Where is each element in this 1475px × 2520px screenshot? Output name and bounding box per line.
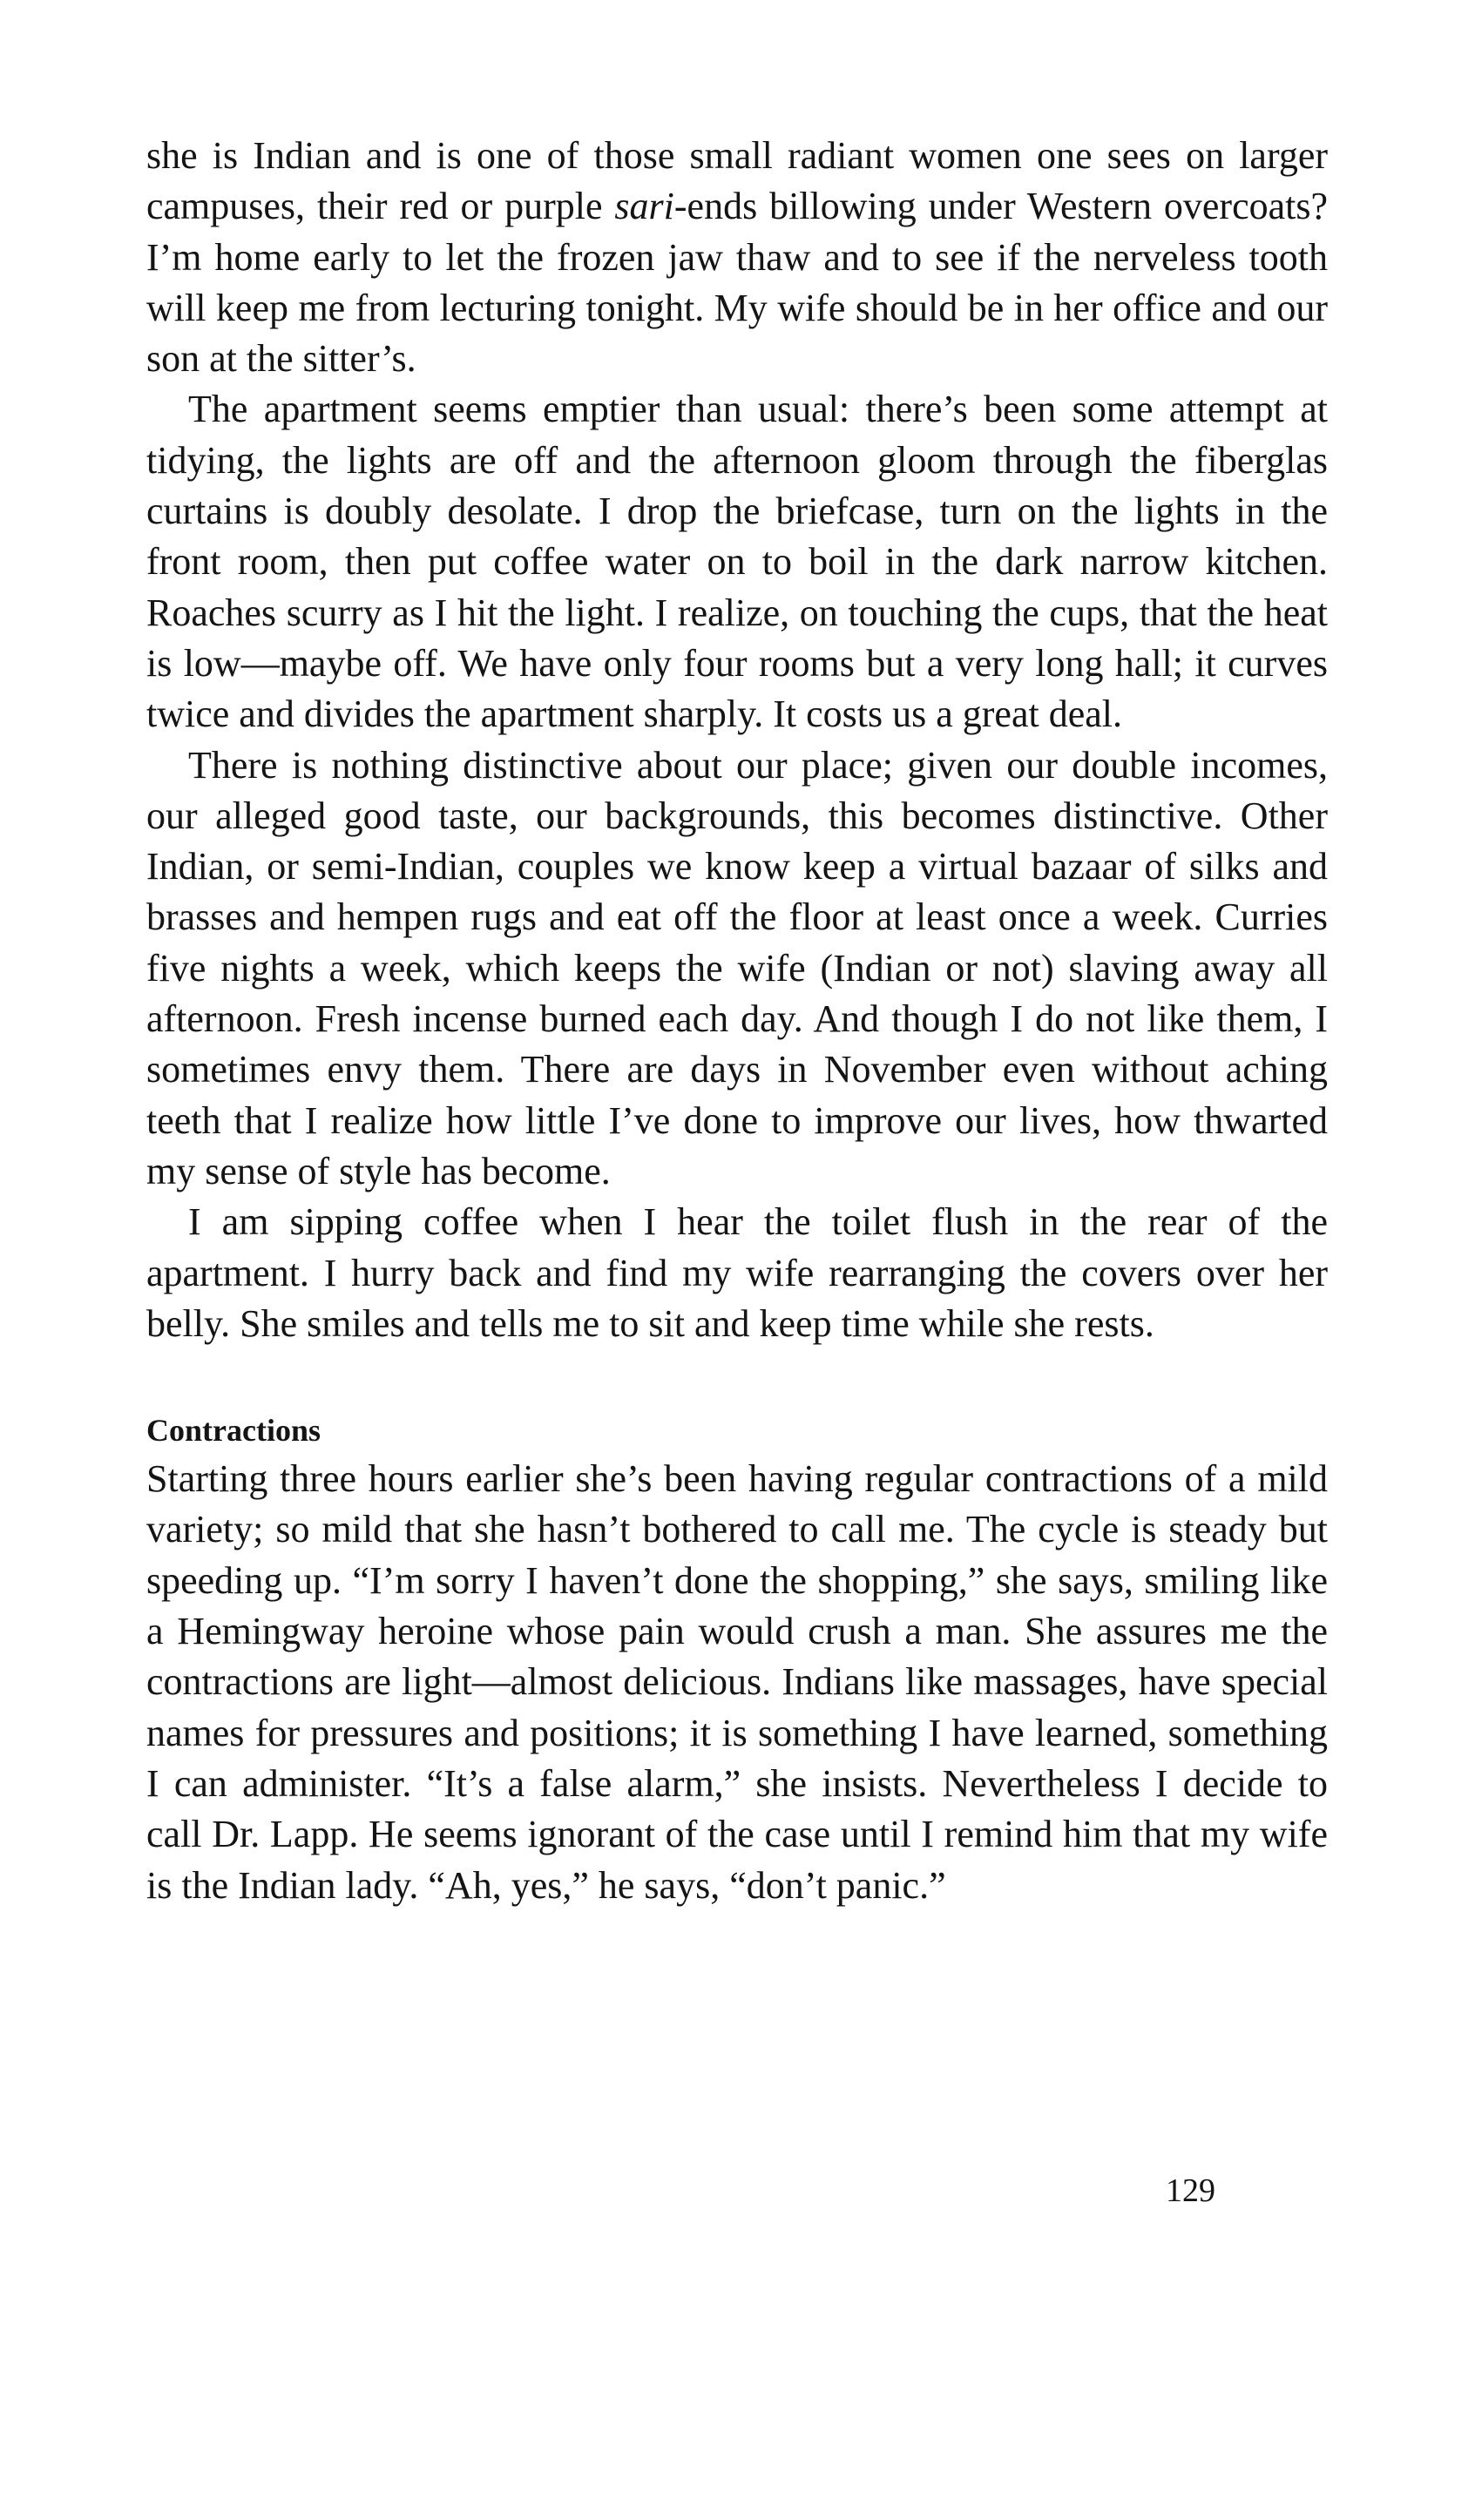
paragraph-contractions: Starting three hours earlier she’s been having regular contractions of a mild variety; so mild that she hasn’t bothered to call me. The cycle is steady but speeding up. “I’m sorry I haven’t done the shopping,” she says, smiling like a Hemingway heroine whose pain would crush a man. She assures me the contractions are light—almost delicious. Indians like massages, have special names for pressures and positions; it is something I have learned, something I can administer. “It’s a false alarm,” she insists. Nevertheless I decide to call Dr. Lapp. He seems ignorant of the case until I remind him that my wife is the Indian lady. “Ah, yes,” he says, “don’t panic.” (146, 1457, 1328, 1907)
paragraph-1 (146, 131, 1328, 384)
paragraph-3: There is nothing distinctive about our place; given our double incomes, our alleged good taste, our backgrounds, this becomes distinctive. Other Indian, or semi-Indian, couples we know keep a virtual bazaar of silks and brasses and hempen rugs and eat off the floor at least once a week. Curries five nights a week, which keeps the wife (Indian or not) slaving away all afternoon. Fresh incense burned each day. And though I do not like them, I sometimes envy them. There are days in November even without aching teeth that I realize how little I’ve done to improve our lives, how thwarted my sense of style has become. (146, 743, 1328, 1192)
page-body (146, 131, 1328, 1911)
paragraph-1-text-end: -ends billowing under Western overcoats? I’m home early to let the frozen jaw thaw and to see if the nerveless tooth will keep me from lecturing tonight. My wife should be in her office and our son at the sitter’s. (146, 185, 1329, 381)
paragraph-4: I am sipping coffee when I hear the toilet flush in the rear of the apartment. I hurry back and find my wife rearranging the covers over her belly. She smiles and tells me to sit and keep time while she rests. (146, 1200, 1328, 1345)
section-heading-contractions: Contractions (146, 1413, 321, 1449)
italic-word-sari: sari (614, 185, 674, 228)
paragraph-2: The apartment seems emptier than usual: there’s been some attempt at tidying, the lights are off and the afternoon gloom through the fiberglas curtains is doubly desolate. I drop the briefcase, turn on the lights in the front room, then put coffee water on to boil in the dark narrow kitchen. Roaches scurry as I hit the light. I realize, on touching the cups, that the heat is low—maybe off. We have only four rooms but a very long hall; it curves twice and divides the apartment sharply. It costs us a great deal. (146, 388, 1328, 736)
paragraph-1-text-start: she is Indian and is one of those small radiant women one sees on larger campuses, their red or purple (146, 134, 1328, 228)
page-number: 129 (1166, 2172, 1215, 2209)
